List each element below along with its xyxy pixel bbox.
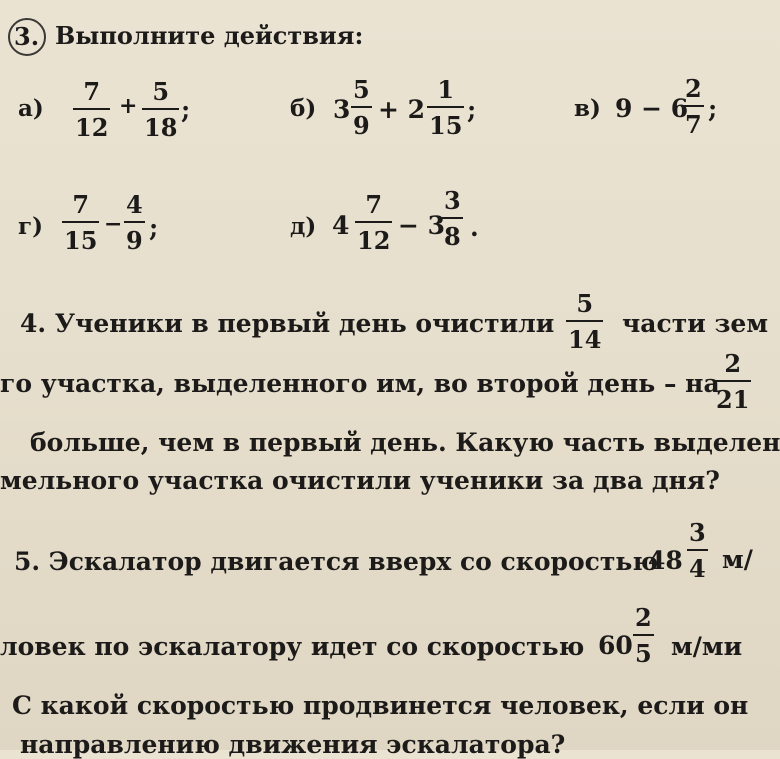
item-b-fraction-2: 1 15 — [429, 75, 463, 140]
task5-line-2-end: м/ми — [671, 632, 743, 661]
item-b-whole-1: 3 — [333, 95, 351, 124]
item-g-fraction-1: 7 15 — [64, 190, 98, 255]
item-g-end: ; — [149, 213, 159, 242]
item-b-fraction-1: 5 9 — [353, 75, 370, 140]
task5-line-2: ловек по эскалатору идет со скоростью — [0, 632, 585, 661]
task4-line-4: мельного участка очистили ученики за два дня? — [0, 466, 720, 495]
task5-whole-2: 60 — [598, 631, 633, 660]
item-a-fraction-2: 5 18 — [144, 77, 178, 142]
item-d-fraction-1: 7 12 — [357, 190, 391, 255]
item-d-operator: − 3 — [398, 211, 446, 240]
item-d-end: . — [470, 213, 479, 242]
item-a-fraction-1: 7 12 — [75, 77, 109, 142]
task4-line-1-end: части зем — [622, 309, 769, 338]
item-g-fraction-2: 4 9 — [126, 190, 143, 255]
task4-line-3: больше, чем в первый день. Какую часть выделен — [30, 428, 780, 457]
task5-fraction-2: 2 5 — [635, 603, 652, 668]
item-a-operator: + — [119, 93, 138, 119]
task3-title: Выполните действия: — [55, 21, 364, 50]
task5-line-1-end: м/ — [722, 545, 753, 574]
item-d-fraction-2: 3 8 — [444, 186, 461, 251]
item-v-end: ; — [708, 94, 718, 123]
task4-line-2: го участка, выделенного им, во второй день – на — [0, 369, 720, 398]
task5-line-3: С какой скоростью продвинется человек, если он — [12, 691, 749, 720]
item-v-label: в) — [574, 95, 601, 122]
item-d-whole-1: 4 — [332, 211, 350, 240]
task4-line-1: 4. Ученики в первый день очистили — [20, 309, 555, 338]
task3-number: 3. — [14, 22, 40, 51]
item-b-label: б) — [290, 95, 317, 122]
item-v-expression: 9 − 6 — [615, 94, 689, 123]
task5-fraction-1: 3 4 — [689, 518, 706, 583]
task4-fraction-2: 2 21 — [716, 349, 750, 414]
item-g-operator: − — [104, 211, 123, 237]
item-g-label: г) — [18, 213, 43, 240]
item-a-label: а) — [18, 95, 44, 122]
item-a-end: ; — [181, 95, 191, 124]
item-b-operator: + 2 — [378, 95, 426, 124]
item-b-end: ; — [467, 95, 477, 124]
item-d-label: д) — [290, 213, 317, 240]
task5-line-1: 5. Эскалатор двигается вверх со скоростью — [14, 547, 658, 576]
item-v-fraction: 2 7 — [685, 74, 702, 139]
task5-line-4: направлению движения эскалатора? — [20, 730, 566, 759]
task5-whole-1: 48 — [648, 546, 683, 575]
task4-fraction-1: 5 14 — [568, 289, 602, 354]
